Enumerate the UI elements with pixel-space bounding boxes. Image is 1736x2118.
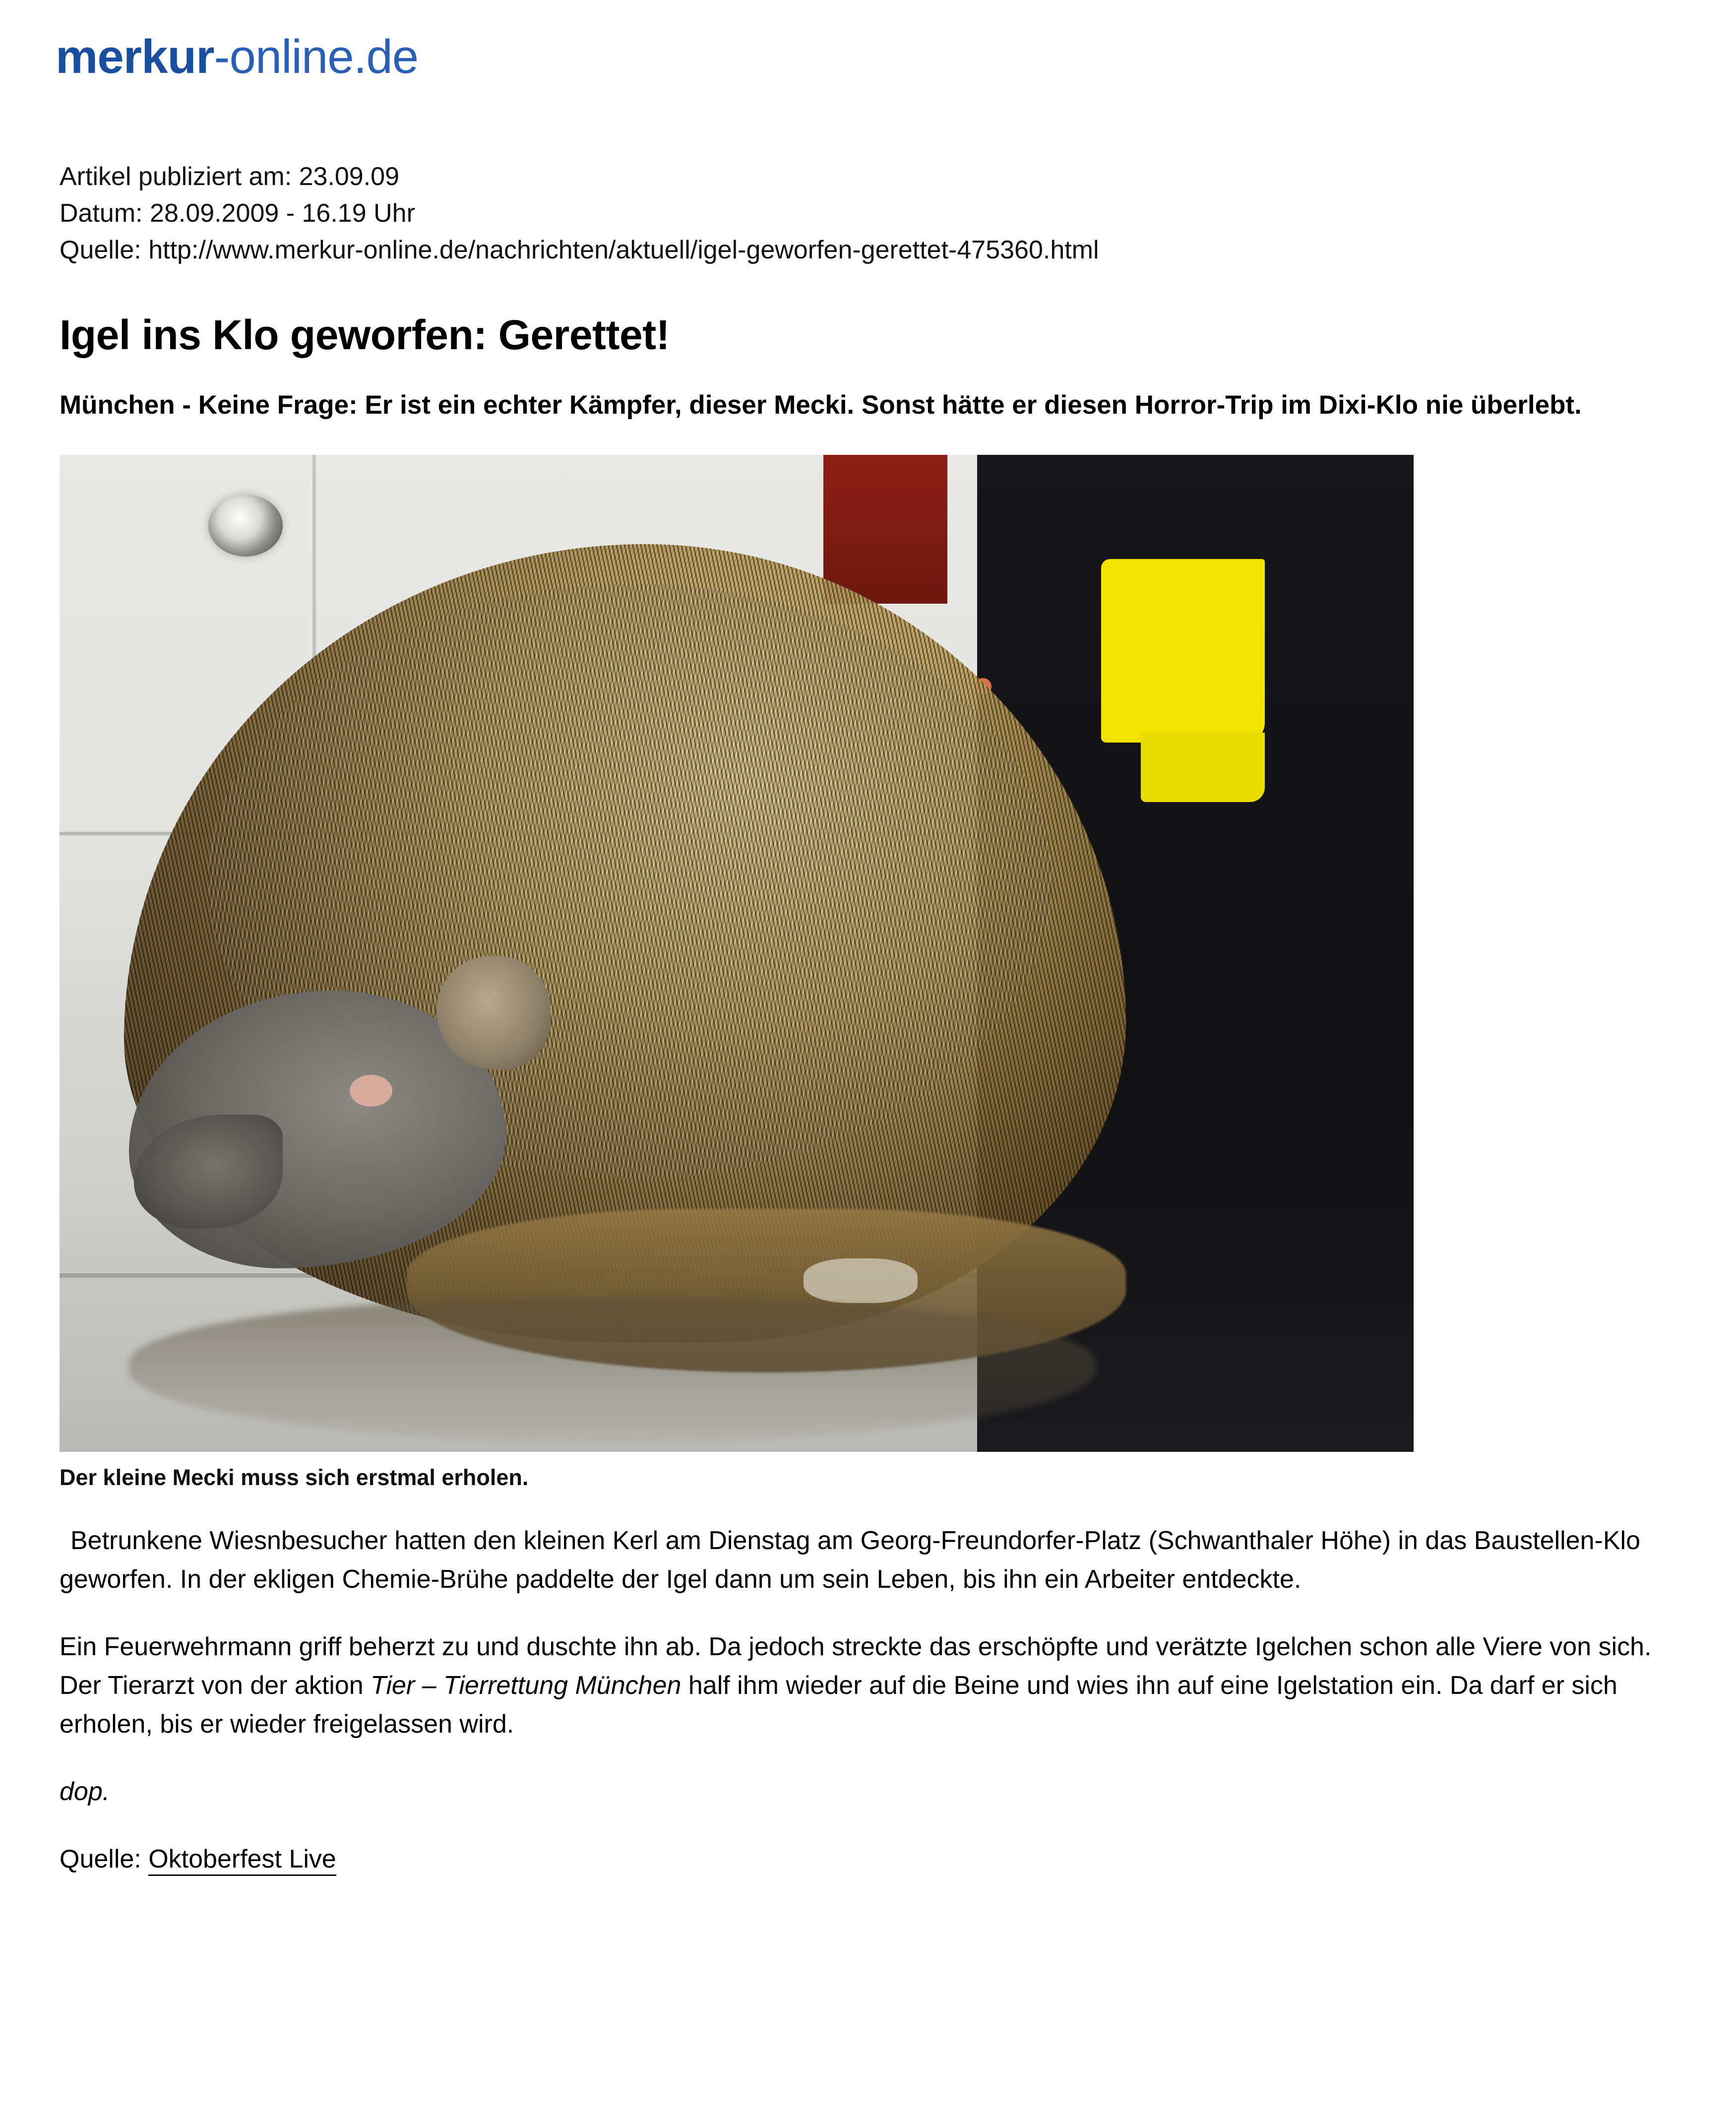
page-title: Igel ins Klo geworfen: Gerettet! <box>60 311 670 359</box>
photo-yellow-object-lower <box>1141 733 1265 802</box>
meta-source-label: Quelle: <box>60 235 149 264</box>
photo-surface-reflection <box>129 1298 1096 1442</box>
hedgehog-eye <box>350 1075 392 1107</box>
organization-name: Tier – Tierrettung München <box>371 1671 682 1700</box>
meta-source-url[interactable]: http://www.merkur-online.de/nachrichten/aktuell/igel-geworfen-gerettet-475360.html <box>148 235 1099 264</box>
author-signature: dop. <box>60 1777 110 1806</box>
footer-source-link[interactable]: Oktoberfest Live <box>148 1845 336 1876</box>
article-standfirst: München - Keine Frage: Er ist ein echter Kämpfer, dieser Mecki. Sonst hätte er diesen Horror-Trip im Dixi-Klo nie überlebt. <box>60 390 1582 420</box>
site-logo[interactable] <box>56 30 1676 84</box>
photo-caption: Der kleine Mecki muss sich erstmal erholen. <box>60 1464 529 1490</box>
logo-brand-strong: merkur <box>56 30 214 83</box>
hedgehog-photo <box>60 455 1414 1452</box>
meta-date: Datum: 28.09.2009 - 16.19 Uhr <box>60 198 415 228</box>
logo-brand-rest: -online.de <box>214 30 419 83</box>
article-paragraph-2 <box>60 1627 1667 1744</box>
paragraph-2-text-end: half ihm wieder auf die Beine und wies ihn auf eine Igelstation ein. Da darf er sich erholen, bis er wieder freigelassen wird. <box>60 1671 1617 1739</box>
footer-source <box>60 1840 1667 1878</box>
paragraph-2-text-start: Ein Feuerwehrmann griff beherzt zu und duschte ihn ab. Da jedoch streckte das erschöpfte und verätzte Igelchen schon alle Viere von sich. Der Tierarzt von der aktion <box>60 1632 1652 1700</box>
footer-source-label: Quelle: <box>60 1844 149 1873</box>
hedgehog-paw <box>804 1258 918 1303</box>
meta-published: Artikel publiziert am: 23.09.09 <box>60 162 400 191</box>
photo-yellow-object <box>1101 559 1265 743</box>
photo-red-object <box>823 455 947 604</box>
article-paragraph-1: Betrunkene Wiesnbesucher hatten den kleinen Kerl am Dienstag am Georg-Freundorfer-Platz (Schwanthaler Höhe) in das Baustellen-Klo geworfen. In der ekligen Chemie-Brühe paddelte der Igel dann um sein Leben, bis ihn ein Arbeiter entdeckte. <box>60 1526 1640 1594</box>
article-body <box>60 1521 1667 1878</box>
photo-light-reflection <box>208 495 283 557</box>
meta-source <box>60 232 1676 269</box>
article-photo-figure <box>60 455 1414 1491</box>
article-meta <box>60 159 1676 268</box>
